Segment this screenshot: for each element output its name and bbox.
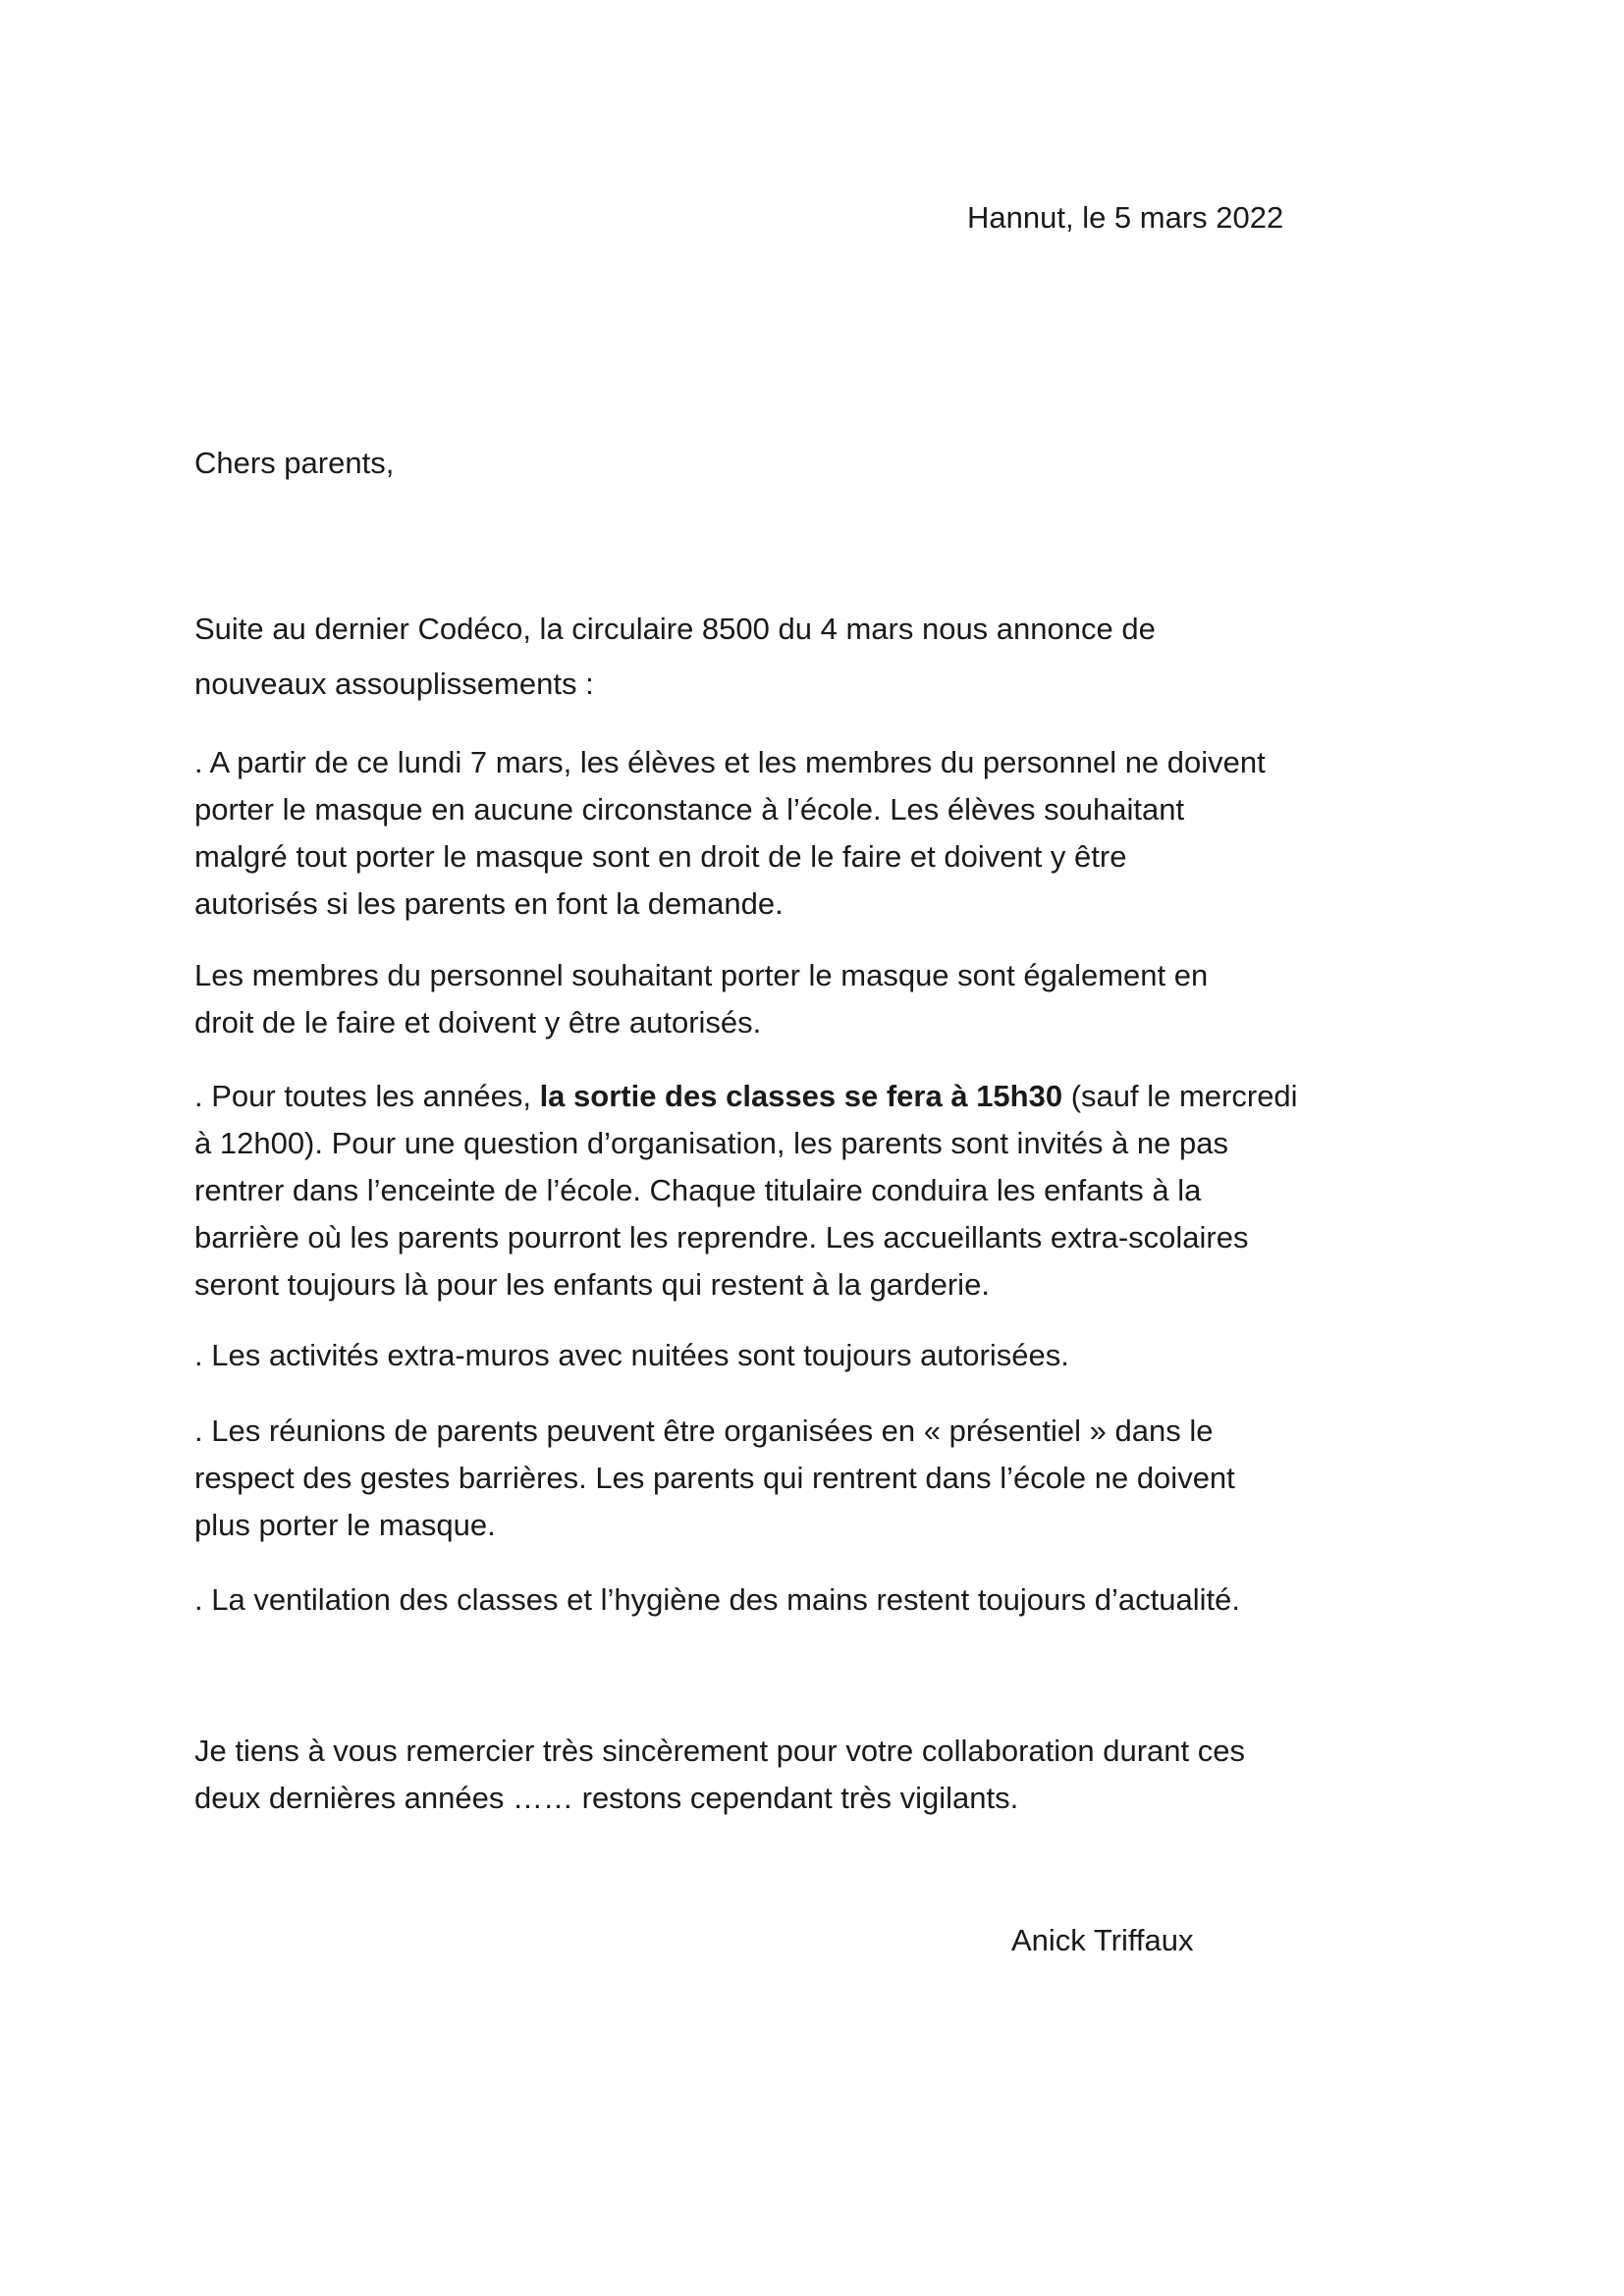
text-line: Les membres du personnel souhaitant porter le masque sont également en <box>194 958 1209 992</box>
signature-name: Anick Triffaux <box>1011 1923 1194 1957</box>
letter-salutation: Chers parents, <box>194 446 395 480</box>
text-line: . Les activités extra-muros avec nuitées sont toujours autorisées. <box>194 1338 1069 1372</box>
class-exit-paragraph <box>194 1073 1298 1308</box>
text-line: respect des gestes barrières. Les parents qui rentrent dans l’école ne doivent <box>194 1461 1235 1495</box>
text-line: deux dernières années …… restons cependant très vigilants. <box>194 1781 1019 1815</box>
text-line: . La ventilation des classes et l’hygiène des mains restent toujours d’actualité. <box>194 1582 1240 1617</box>
text-line: seront toujours là pour les enfants qui restent à la garderie. <box>194 1267 990 1302</box>
text-line: barrière où les parents pourront les reprendre. Les accueillants extra-scolaires <box>194 1220 1249 1255</box>
text-line: . A partir de ce lundi 7 mars, les élèves et les membres du personnel ne doivent <box>194 745 1266 779</box>
text-line: autorisés si les parents en font la demande. <box>194 886 784 921</box>
text-line: à 12h00). Pour une question d’organisation, les parents sont invités à ne pas <box>194 1126 1228 1160</box>
letter-date: Hannut, le 5 mars 2022 <box>967 200 1284 235</box>
activities-paragraph <box>194 1332 1069 1379</box>
text-line: nouveaux assouplissements : <box>194 667 594 701</box>
text-line <box>194 1073 1298 1120</box>
text-line: Je tiens à vous remercier très sincèrement pour votre collaboration durant ces <box>194 1734 1245 1768</box>
text-line: malgré tout porter le masque sont en droit de le faire et doivent y être <box>194 839 1127 874</box>
mask-rule-paragraph <box>194 739 1266 928</box>
staff-mask-paragraph <box>194 952 1208 1046</box>
text-fragment: . Pour toutes les années, <box>194 1079 540 1113</box>
text-line: rentrer dans l’enceinte de l’école. Chaque titulaire conduira les enfants à la <box>194 1173 1202 1207</box>
intro-paragraph <box>194 602 1156 712</box>
thanks-paragraph <box>194 1728 1245 1822</box>
meetings-paragraph <box>194 1408 1235 1549</box>
exit-time-emphasis: la sortie des classes se fera à 15h30 <box>539 1079 1063 1113</box>
text-line: droit de le faire et doivent y être autorisés. <box>194 1005 762 1040</box>
text-fragment: (sauf le mercredi <box>1062 1079 1298 1113</box>
ventilation-paragraph <box>194 1576 1240 1624</box>
text-line: . Les réunions de parents peuvent être organisées en « présentiel » dans le <box>194 1414 1214 1448</box>
text-line: Suite au dernier Codéco, la circulaire 8500 du 4 mars nous annonce de <box>194 612 1156 646</box>
text-line: porter le masque en aucune circonstance à l’école. Les élèves souhaitant <box>194 792 1185 827</box>
text-line: plus porter le masque. <box>194 1508 496 1542</box>
